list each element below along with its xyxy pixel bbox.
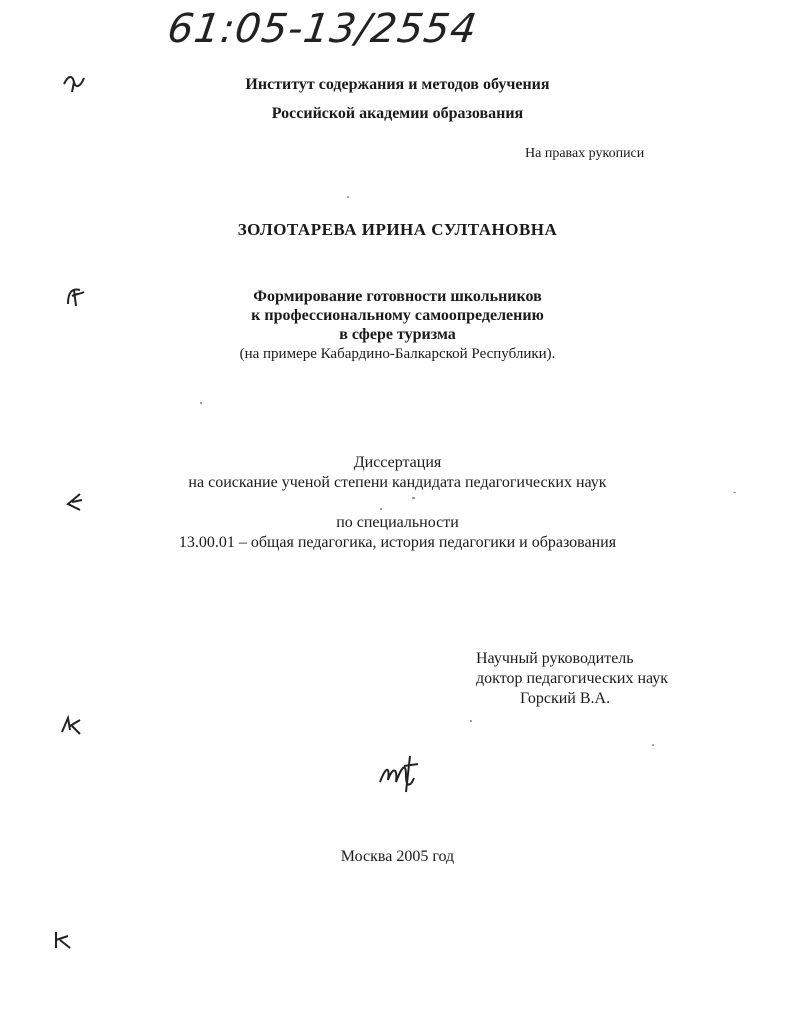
scan-speck bbox=[412, 497, 415, 499]
title-line-3: в сфере туризма bbox=[339, 326, 456, 343]
title-line-2: к профессиональному самоопределению bbox=[251, 307, 544, 324]
scan-speck bbox=[200, 402, 202, 404]
scan-speck bbox=[380, 508, 382, 510]
scan-speck bbox=[347, 196, 349, 198]
author-name: ЗОЛОТАРЕВА ИРИНА СУЛТАНОВНА bbox=[237, 220, 558, 239]
advisor-degree: доктор педагогических наук bbox=[476, 670, 669, 687]
signature-icon bbox=[376, 752, 424, 794]
scan-speck bbox=[470, 720, 472, 722]
scan-speck bbox=[733, 492, 736, 493]
city-year: Москва 2005 год bbox=[340, 848, 455, 865]
institute-line-1: Институт содержания и методов обучения bbox=[245, 76, 550, 93]
advisor-role: Научный руководитель bbox=[476, 650, 634, 667]
title-line-1: Формирование готовности школьников bbox=[253, 288, 542, 305]
degree-line: на соискание ученой степени кандидата педагогических наук bbox=[188, 474, 607, 491]
dissertation-label: Диссертация bbox=[353, 454, 442, 471]
margin-mark-5-icon bbox=[48, 928, 76, 952]
institute-line-2: Российской академии образования bbox=[271, 105, 524, 122]
specialty-line: 13.00.01 – общая педагогика, история педагогики и образования bbox=[178, 534, 617, 551]
rights-note: На правах рукописи bbox=[525, 146, 645, 161]
scan-speck bbox=[652, 744, 654, 746]
margin-mark-3-icon bbox=[62, 490, 88, 514]
margin-mark-4-icon bbox=[58, 712, 86, 738]
title-subtitle: (на примере Кабардино-Балкарской Республики). bbox=[239, 346, 556, 362]
advisor-name: Горский В.А. bbox=[520, 690, 611, 707]
specialty-label: по специальности bbox=[336, 514, 459, 531]
handwritten-archive-code: 61:05-13/2554 bbox=[164, 6, 481, 52]
